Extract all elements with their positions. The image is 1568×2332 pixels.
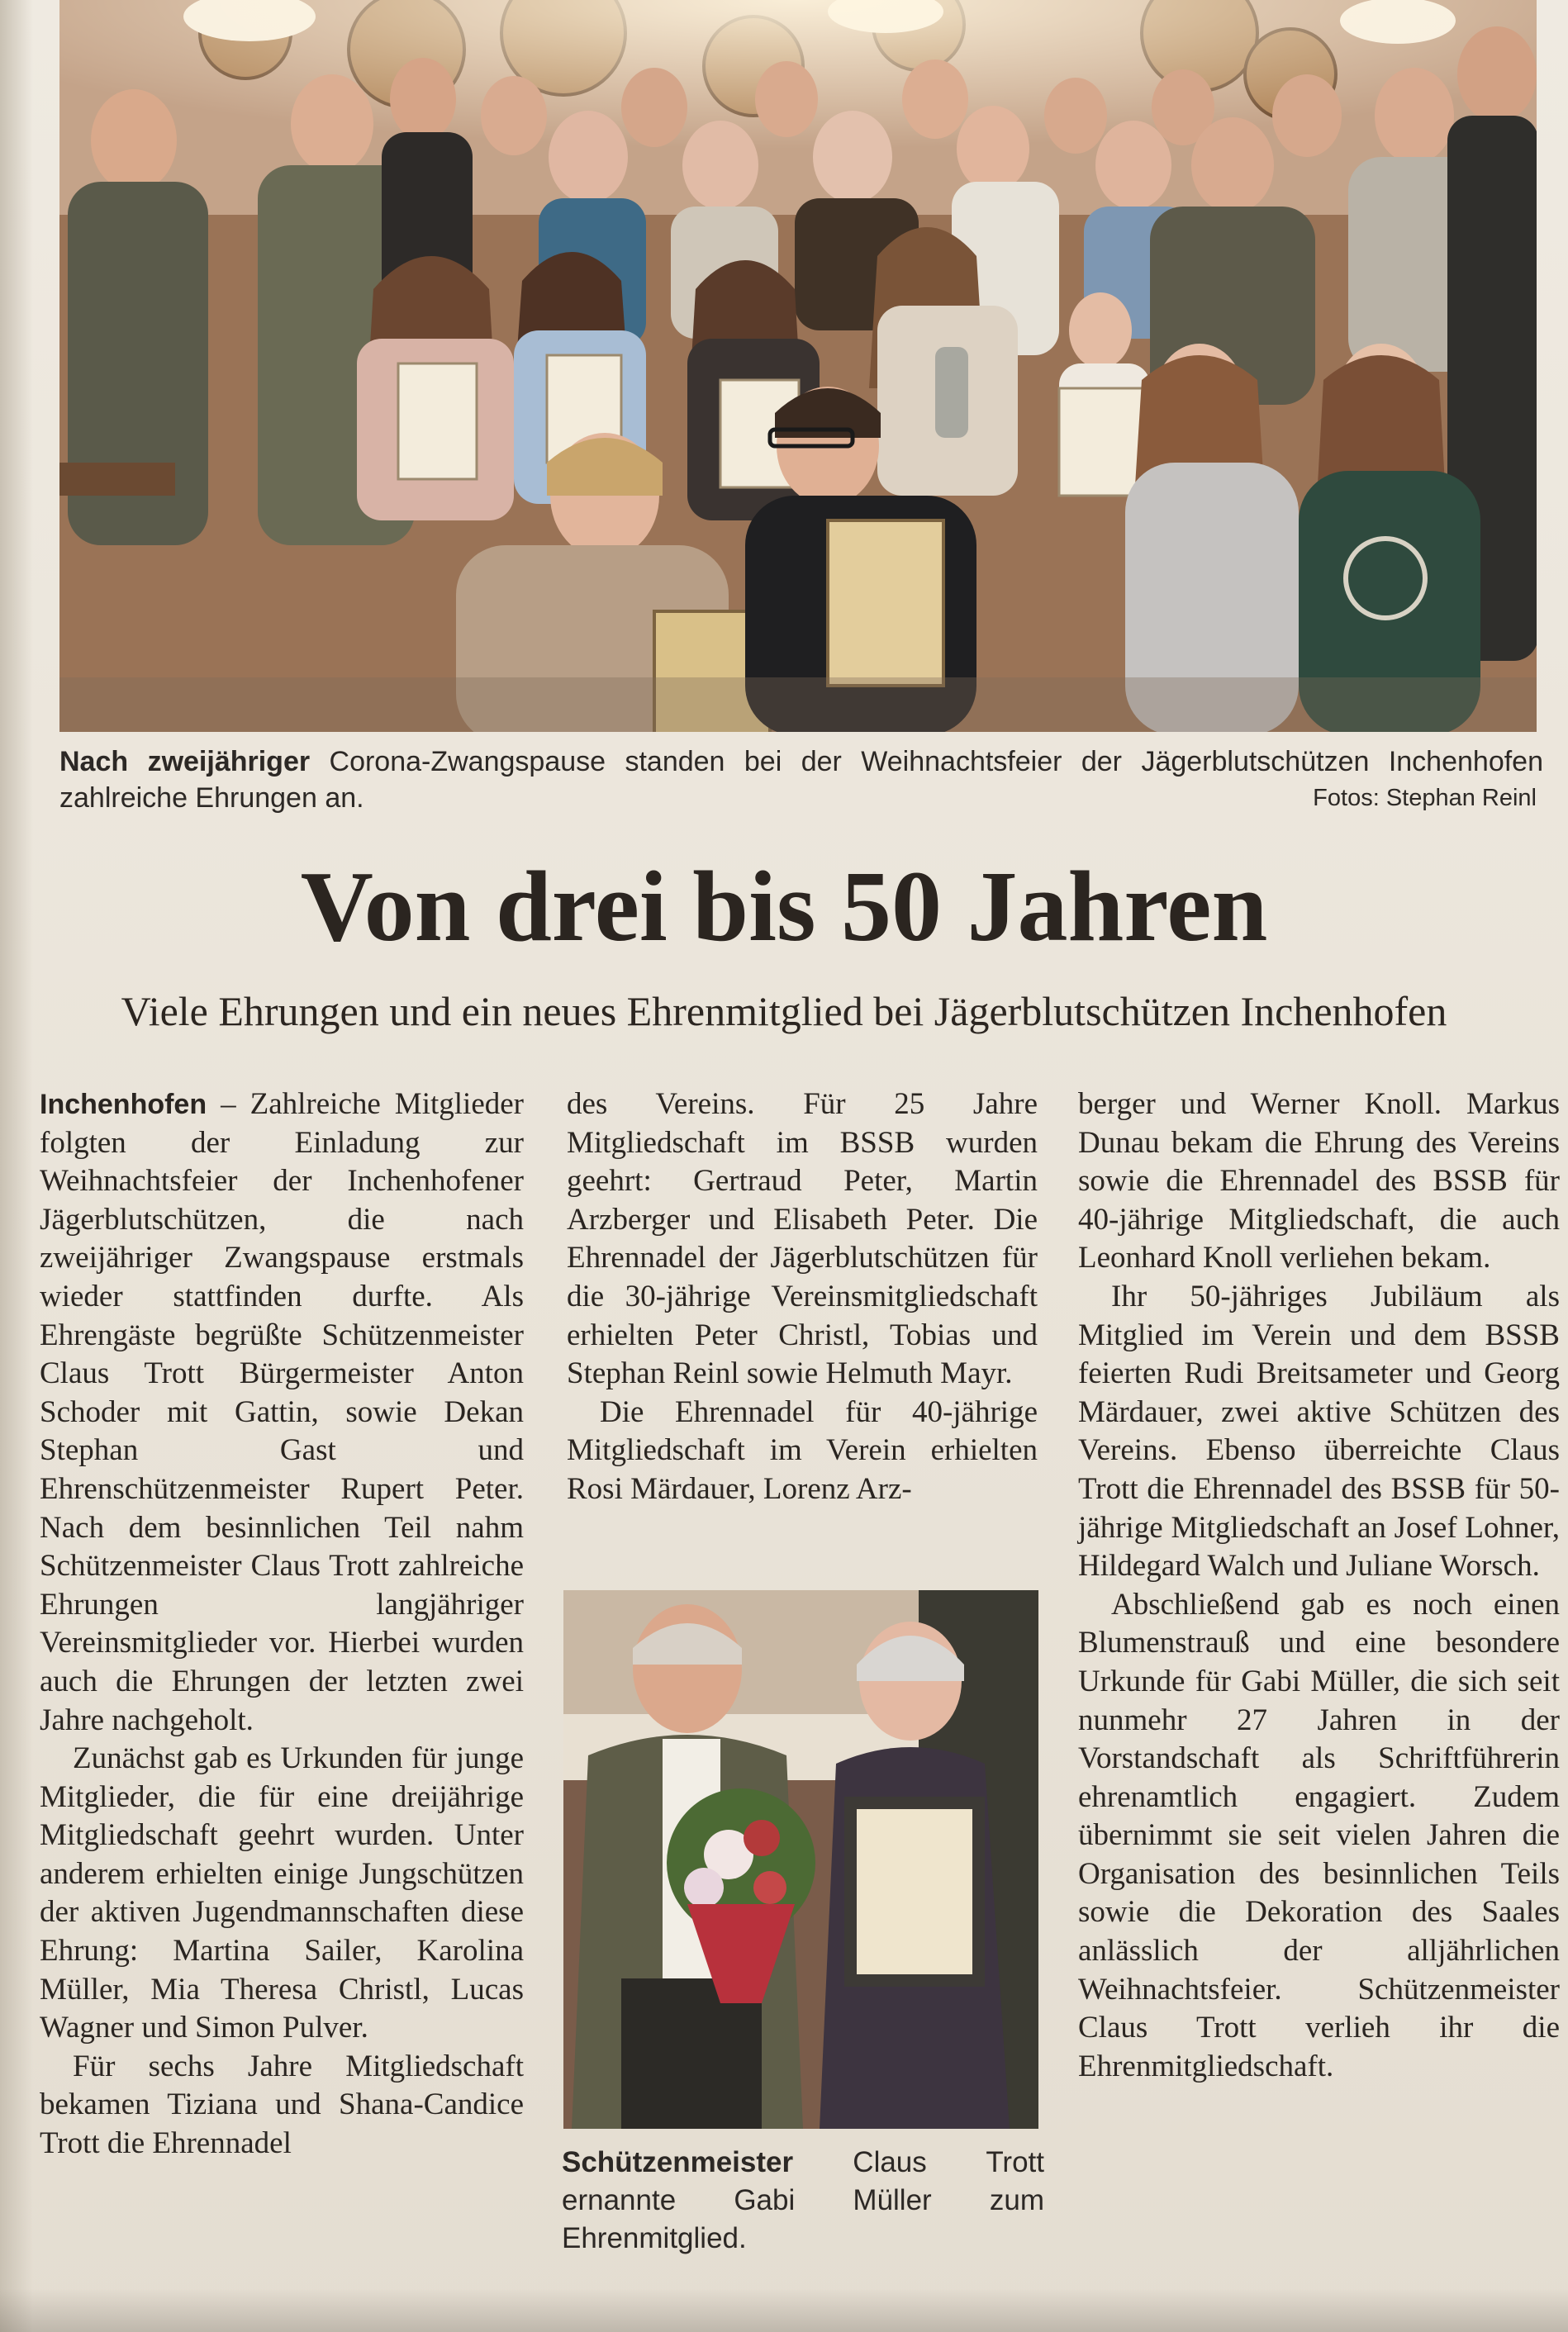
caption-lead: Nach zweijähriger [59, 746, 311, 777]
group-photo [59, 0, 1537, 732]
caption-text: Corona-Zwangspause standen bei der Weihnachtsfeier der Jägerblutschützen Inchenhofen zahlreiche Ehrungen an. [59, 746, 1543, 814]
mid-photo-caption [562, 2144, 1044, 2258]
article-paragraph: Zunächst gab es Urkunden für junge Mitglieder, die für eine dreijährige Mitgliedschaft geehrt wurden. Unter anderem erhielten einige Jungschützen der aktiven Jugendmannschaften diese Ehrung: Martina Sailer, Karolina Müller, Mia Theresa Christl, Lucas Wagner und Simon Pulver. [40, 1741, 524, 2045]
photo-credit: Fotos: Stephan Reinl [1313, 785, 1537, 811]
dateline: Inchenhofen [40, 1089, 207, 1120]
article-column-2 [567, 1085, 1038, 1509]
article-paragraph: Ihr 50-jähriges Jubiläum als Mitglied im Verein und dem BSSB feierten Rudi Breitsameter und Georg Märdauer, zwei aktive Schützen des Vereins. Ebenso überreichte Claus Trott die Ehrennadel des BSSB für 50-jährige Mitgliedschaft an Josef Lohner, Hildegard Walch und Juliane Worsch. [1078, 1279, 1560, 1584]
article-paragraph: Abschließend gab es noch einen Blumenstrauß und eine besondere Urkunde für Gabi Müller, die sich seit nunmehr 27 Jahren in der Vorstandschaft als Schriftführerin ehrenamtlich engagiert. Zudem übernimmt sie seit vielen Jahren die Organisation des besinnlichen Teils sowie die Dekoration des Saales anlässlich der alljährlichen Weihnachtsfeier. Schützenmeister Claus Trott verlieh ihr die Ehrenmitgliedschaft. [1078, 1587, 1560, 2083]
subheadline: Viele Ehrungen und ein neues Ehrenmitglied bei Jägerblutschützen Inchenhofen [121, 988, 1447, 1034]
article-paragraph: berger und Werner Knoll. Markus Dunau bekam die Ehrung des Vereins sowie die Ehrennadel des BSSB für 40-jährige Mitgliedschaft, die auch Leonhard Knoll verliehen bekam. [1078, 1087, 1560, 1275]
caption-text: Claus Trott ernannte Gabi Müller zum Ehrenmitglied. [562, 2146, 1044, 2254]
caption-lead: Schützenmeister [562, 2146, 794, 2178]
page-shadow [0, 0, 33, 2332]
honorary-member-photo [563, 1590, 1038, 2129]
article-paragraph: Für sechs Jahre Mitgliedschaft bekamen Tiziana und Shana-Candice Trott die Ehrennadel [40, 2049, 524, 2161]
article-paragraph: Die Ehrennadel für 40-jährige Mitgliedschaft im Verein erhielten Rosi Märdauer, Lorenz Arz- [567, 1394, 1038, 1506]
article-paragraph: des Vereins. Für 25 Jahre Mitgliedschaft im BSSB wurden geehrt: Gertraud Peter, Martin Arzberger und Elisabeth Peter. Die Ehrennadel der Jägerblutschützen für die 30-jährige Vereinsmitgliedschaft erhielten Peter Christl, Tobias und Stephan Reinl sowie Helmuth Mayr. [567, 1087, 1038, 1391]
article-paragraph: – Zahlreiche Mitglieder folgten der Einladung zur Weihnachtsfeier der Inchenhofener Jägerblutschützen, die nach zweijähriger Zwangspause erstmals wieder stattfinden durfte. Als Ehrengäste begrüßte Schützenmeister Claus Trott Bürgermeister Anton Schoder mit Gattin, sowie Dekan Stephan Gast und Ehrenschützenmeister Rupert Peter. Nach dem besinnlichen Teil nahm Schützenmeister Claus Trott zahlreiche Ehrungen langjähriger Vereinsmitglieder vor. Hierbei wurden auch die Ehrungen der letzten zwei Jahre nachgeholt. [40, 1087, 524, 1737]
page-bottom-edge [0, 2288, 1568, 2332]
article-column-3 [1078, 1085, 1560, 2086]
article-column-1 [40, 1085, 524, 2163]
headline: Von drei bis 50 Jahren [300, 851, 1268, 962]
